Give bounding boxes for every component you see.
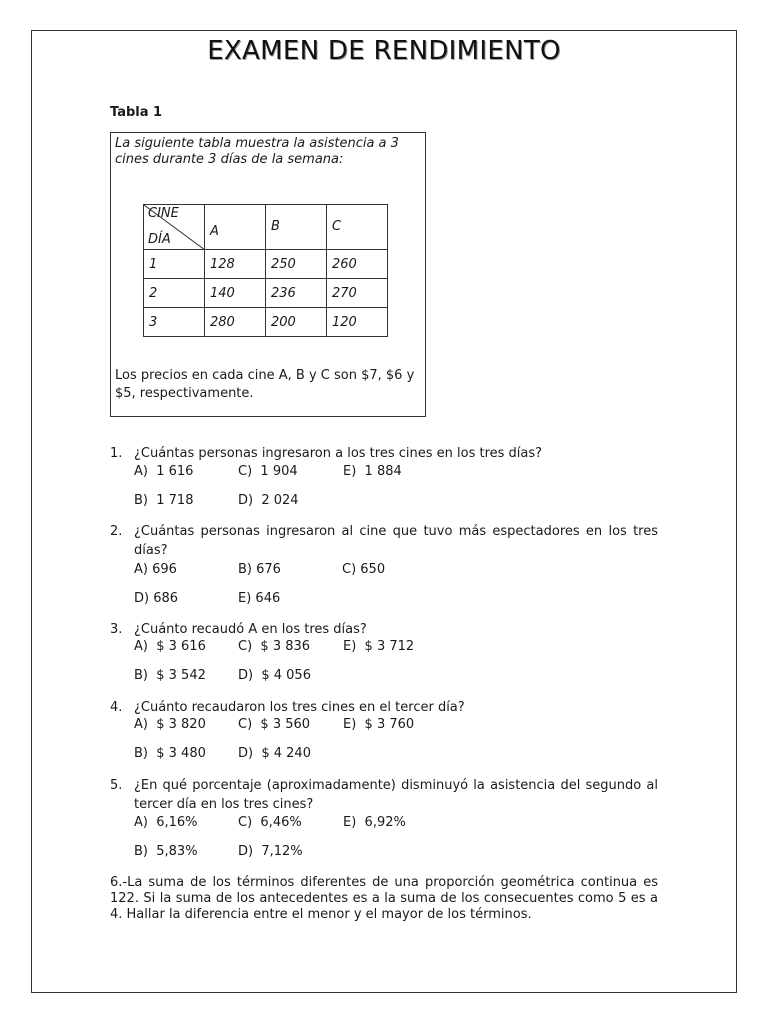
page-title: EXAMEN DE RENDIMIENTO (207, 36, 561, 66)
option: C) 6,46% (238, 815, 302, 830)
question-4-options-row-2 (134, 746, 654, 765)
option: E) $ 3 760 (343, 717, 415, 732)
option: E) $ 3 712 (343, 639, 415, 654)
corner-label-dia: DÍA (148, 232, 171, 247)
corner-cell (144, 205, 205, 250)
column-header-a: A (205, 205, 266, 250)
question-2-options-row-1 (134, 562, 654, 581)
table-cell: 236 (266, 279, 327, 308)
question-1-options-row-2 (134, 493, 654, 512)
table-header-row (144, 205, 388, 250)
option: B) $ 3 480 (134, 746, 206, 761)
option: C) 1 904 (238, 464, 298, 479)
attendance-table (143, 204, 388, 337)
column-header-c: C (327, 205, 388, 250)
option: A) 1 616 (134, 464, 194, 479)
table-caption: Tabla 1 (110, 105, 163, 120)
question-5-options-row-1 (134, 815, 654, 834)
option: D) $ 4 240 (238, 746, 311, 761)
option: D) 7,12% (238, 844, 303, 859)
table-row (144, 308, 388, 337)
table-cell: 140 (205, 279, 266, 308)
question-3-options-row-2 (134, 668, 654, 687)
option: A) $ 3 820 (134, 717, 206, 732)
question-6: 6.-La suma de los términos diferentes de una proporción geométrica continua es 122. Si la suma de los antecedentes es a la suma de los consecuentes como 5 es a 4. Hallar la diferencia entre el menor y el mayor de los términos. (110, 875, 658, 922)
row-day: 3 (144, 308, 205, 337)
question-3 (110, 620, 658, 639)
question-1 (110, 444, 658, 463)
question-number: 4. (110, 700, 123, 715)
row-day: 1 (144, 250, 205, 279)
question-number: 3. (110, 622, 123, 637)
question-number: 5. (110, 778, 123, 793)
table-box (110, 132, 426, 417)
question-4 (110, 698, 658, 717)
option: E) 1 884 (343, 464, 402, 479)
table-cell: 128 (205, 250, 266, 279)
question-2 (110, 522, 658, 560)
question-text: ¿Cuánto recaudaron los tres cines en el tercer día? (134, 700, 465, 715)
question-text: ¿Cuánto recaudó A en los tres días? (134, 622, 367, 637)
option: D) 2 024 (238, 493, 299, 508)
table-row (144, 279, 388, 308)
option: A) $ 3 616 (134, 639, 206, 654)
table-cell: 270 (327, 279, 388, 308)
option: C) $ 3 560 (238, 717, 311, 732)
question-number: 1. (110, 446, 123, 461)
question-5 (110, 776, 658, 814)
option: A) 696 (134, 562, 177, 577)
question-3-options-row-1 (134, 639, 654, 658)
table-intro: La siguiente tabla muestra la asistencia a 3 cines durante 3 días de la semana: (115, 136, 399, 167)
table-cell: 280 (205, 308, 266, 337)
question-number: 2. (110, 524, 123, 539)
corner-label-cine: CINE (148, 206, 179, 221)
question-text: ¿En qué porcentaje (aproximadamente) disminuyó la asistencia del segundo al tercer día en los tres cines? (134, 778, 658, 812)
row-day: 2 (144, 279, 205, 308)
option: B) 1 718 (134, 493, 194, 508)
option: B) 5,83% (134, 844, 198, 859)
question-1-options-row-1 (134, 464, 654, 483)
question-text: ¿Cuántas personas ingresaron al cine que tuvo más espectadores en los tres días? (134, 524, 658, 558)
option: E) 646 (238, 591, 281, 606)
column-header-b: B (266, 205, 327, 250)
question-5-options-row-2 (134, 844, 654, 863)
option: D) 686 (134, 591, 179, 606)
option: A) 6,16% (134, 815, 198, 830)
table-cell: 120 (327, 308, 388, 337)
option: C) $ 3 836 (238, 639, 311, 654)
option: C) 650 (342, 562, 386, 577)
option: B) $ 3 542 (134, 668, 206, 683)
question-2-options-row-2 (134, 591, 654, 610)
option: E) 6,92% (343, 815, 406, 830)
table-row (144, 250, 388, 279)
question-4-options-row-1 (134, 717, 654, 736)
option: D) $ 4 056 (238, 668, 311, 683)
table-cell: 250 (266, 250, 327, 279)
question-text: ¿Cuántas personas ingresaron a los tres cines en los tres días? (134, 446, 543, 461)
table-cell: 200 (266, 308, 327, 337)
table-cell: 260 (327, 250, 388, 279)
option: B) 676 (238, 562, 281, 577)
prices-note: Los precios en cada cine A, B y C son $7, $6 y $5, respectivamente. (115, 368, 415, 401)
